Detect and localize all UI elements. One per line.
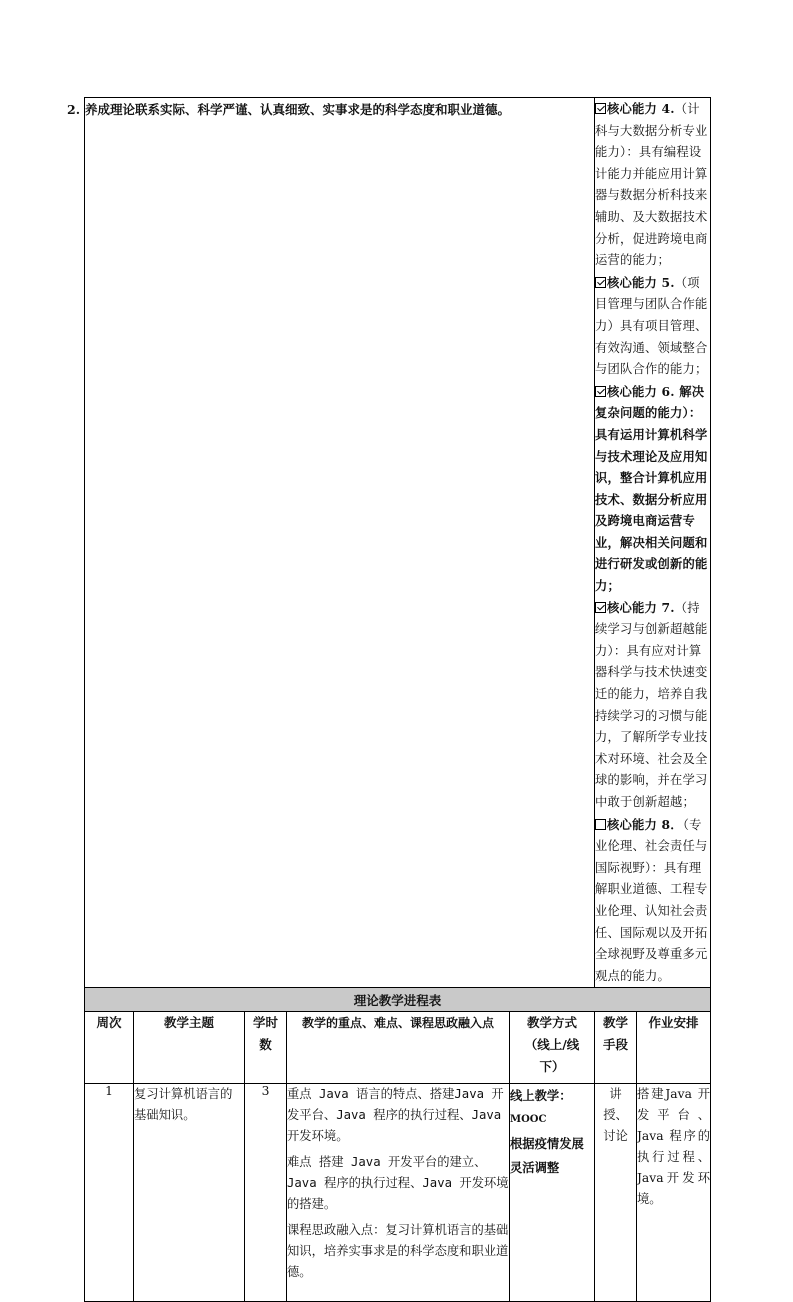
- ability-6: 核心能力 6. 解决复杂问题的能力）：具有运用计算机科学与技术理论及应用知识，整合计算机应用技术、数据分析应用及跨境电商运营专业，解决相关问题和进行研发或创新的能力；: [595, 383, 708, 594]
- difficulties: 难点 搭建 Java 开发平台的建立、Java 程序的执行过程、Java 开发环境的搭建。: [287, 1155, 509, 1212]
- checked-box-icon: [595, 602, 606, 613]
- objective-cell: [67, 98, 595, 988]
- mode-line-1: 线上教学：: [510, 1088, 572, 1104]
- homework-cell: 搭建Java 开发平台、Java 程序的执行过程、Java开发环境。: [637, 1084, 711, 1302]
- objectives-row: [85, 98, 711, 988]
- header-mode: 教学方式（线上/线下）: [510, 1012, 595, 1084]
- mode-cell: [510, 1084, 595, 1302]
- week-cell: 1: [85, 1084, 134, 1302]
- header-week: 周次: [85, 1012, 134, 1084]
- ability-7: 核心能力 7.（持续学习与创新超越能力）：具有应对计算器科学与技术快速变迁的能力，培养自我持续学习的习惯与能力，了解所学专业技术对环境、社会及全球的影响，并在学习中敢于创新超越；: [595, 599, 708, 809]
- key-points: 重点 Java 语言的特点、搭建Java 开发平台、Java 程序的执行过程、Java 开发环境。: [287, 1087, 504, 1144]
- table-header-row: [85, 1012, 711, 1084]
- ability-8: 核心能力 8．（专业伦理、社会责任与国际视野）：具有理解职业道德、工程专业伦理、认知社会责任、国际观以及开拓全球视野及尊重多元观点的能力。: [595, 816, 708, 983]
- header-homework: 作业安排: [637, 1012, 711, 1084]
- checked-box-icon: [595, 277, 606, 288]
- checked-box-icon: [595, 103, 606, 114]
- hours-cell: 3: [245, 1084, 287, 1302]
- ability-5: 核心能力 5.（项目管理与团队合作能力）具有项目管理、有效沟通、领域整合与团队合作的能力；: [595, 274, 708, 377]
- header-hours: 学时数: [245, 1012, 287, 1084]
- header-means: 教学手段: [595, 1012, 637, 1084]
- unchecked-box-icon: [595, 819, 606, 830]
- header-topic: 教学主题: [134, 1012, 245, 1084]
- checked-box-icon: [595, 386, 606, 397]
- section-title: 理论教学进程表: [85, 988, 711, 1012]
- syllabus-table: [67, 97, 711, 1302]
- ability-4: 核心能力 4.（计科与大数据分析专业能力）：具有编程设计能力并能应用计算器与数据分析科技来辅助、及大数据技术分析，促进跨境电商运营的能力；: [595, 101, 708, 268]
- objective-number: 2.: [67, 102, 81, 117]
- mode-line-3: 根据疫情发展灵活调整: [510, 1136, 584, 1176]
- objective-text: 养成理论联系实际、科学严谨、认真细致、实事求是的科学态度和职业道德。: [85, 102, 511, 117]
- header-content: 教学的重点、难点、课程思政融入点: [287, 1012, 510, 1084]
- content-cell: [287, 1084, 510, 1302]
- topic-cell: 复习计算机语言的基础知识。: [134, 1084, 245, 1302]
- means-cell: 讲授、讨论: [595, 1084, 637, 1302]
- mode-line-2: MOOC: [510, 1114, 547, 1126]
- ideology-point: 课程思政融入点：复习计算机语言的基础知识，培养实事求是的科学态度和职业道德。: [287, 1223, 509, 1280]
- core-abilities-cell: [595, 98, 711, 988]
- table-row: [85, 1084, 711, 1302]
